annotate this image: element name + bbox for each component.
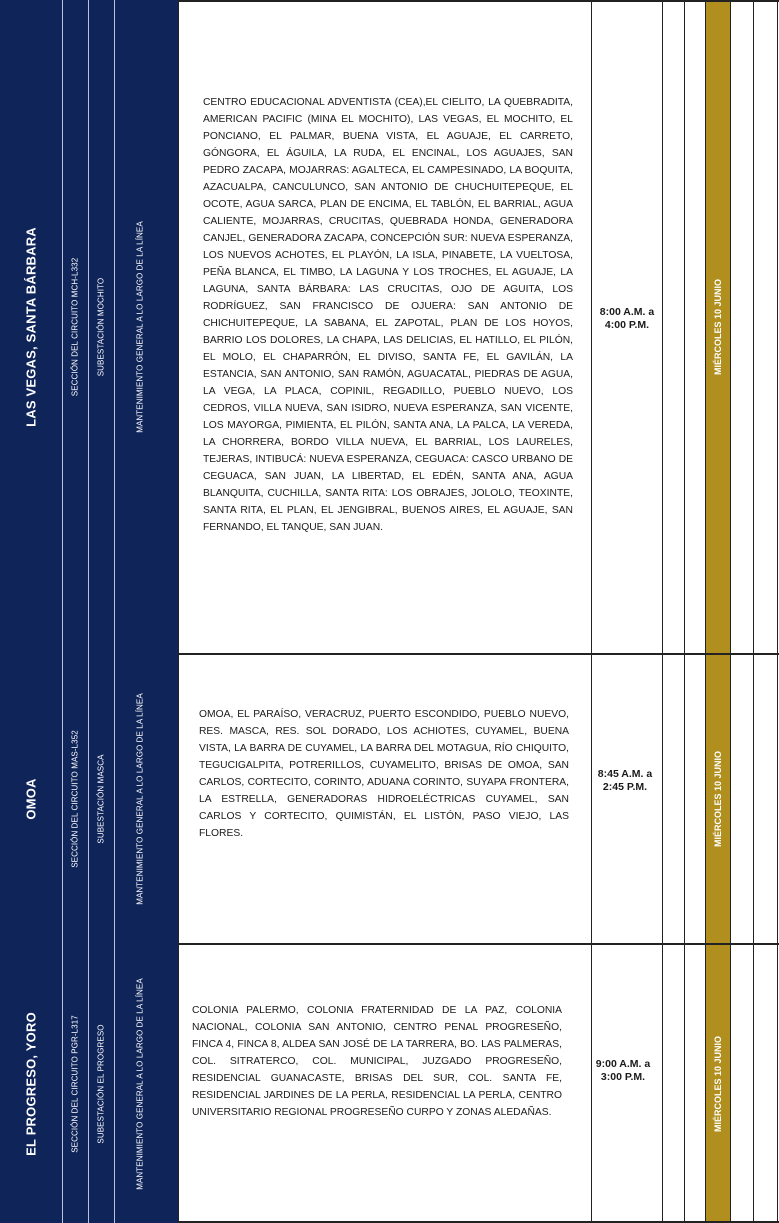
grid-line [178,0,179,1223]
location-column [0,0,62,654]
affected-areas: COLONIA PALERMO, COLONIA FRATERNIDAD DE LA PAZ, COLONIA NACIONAL, COLONIA SAN ANTONIO, CENTRO PENAL PROGRESEÑO, FINCA 4, FINCA 8, ALDEA SAN JOSÉ DE LA TARRERA, BO. LAS PALMERAS, COL. SITRATERCO, COL. MUNICIPAL, JUZGADO PROGRESEÑO, RESIDENCIAL GUANACASTE, BRISAS DEL SUR, COL. SANTA FE, RESIDENCIAL JARDINES DE LA PERLA, RESIDENCIAL LA PERLA, CENTRO UNIVERSITARIO REGIONAL PROGRESEÑO CURPO Y ZONAS ALEDAÑAS. [192,1005,562,1118]
grid-line [705,0,706,1223]
affected-areas: CENTRO EDUCACIONAL ADVENTISTA (CEA),EL CIELITO, LA QUEBRADITA, AMERICAN PACIFIC (MINA EL MOCHITO), LAS VEGAS, EL MOCHITO, EL PONCIANO, EL PALMAR, BUENA VISTA, EL AGUAJE, EL CARRETO, GÓNGORA, EL ÁGUILA, LA RUDA, EL ENCINAL, LOS AGUAJES, SAN PEDRO ZACAPA, MOJARRAS: AGALTECA, EL CAMPESINADO, LA BOQUITA, AZACUALPA, CANCULUNCO, SAN ANTONIO DE CHUCHUITEPEQUE, EL OCOTE, AGUA SARCA, PLAN DE ENCIMA, EL TABLÓN, EL BARRIAL, AGUA CALIENTE, MOJARRAS, CRUCITAS, QUEBRADA HONDA, GENERADORA CANJEL, GENERADORA ZACAPA, CONCEPCIÓN SUR: NUEVA ESPERANZA, LOS NUEVOS ACHOTES, EL PLAYÓN, LA ISLA, PINABETE, LA VUELTOSA, PEÑA BLANCA, EL TIMBO, LA LAGUNA Y LOS TROCHES, EL AGUAJE, LA LAGUNA, SANTA BÁRBARA: LAS CRUCITAS, OJO DE AGUITA, LOS RODRÍGUEZ, SAN FRANCISCO DE OJUERA: SAN ANTONIO DE CHICHUITEPEQUE, LA SABANA, EL ZAPOTAL, PLAN DE LOS HOYOS, BARRIO LOS DOLORES, LA CHAPA, LAS DELICIAS, EL HATILLO, EL PILÓN, EL MOLO, EL CHAPARRÓN, EL DIVISO, SANTA FE, EL GAVILÁN, LA ESTANCIA, SAN ANTONIO, SAN RAMÓN, AGUACATAL, PIEDRAS DE AGUA, LA VEGA, LA PLACA, COPINIL, REGADILLO, PUEBLO NUEVO, LOS CEDROS, VILLA NUEVA, SAN ISIDRO, NUEVA ESPERANZA, SAN VICENTE, LOS MAYORGA, PIMIENTA, EL PILÓN, SANTA ANA, LA PALCA, LA VEREDA, LA CHORRERA, BORDO VILLA NUEVA, EL BARRIAL, LOS LAURELES, TEJERAS, INTIBUCÁ: NUEVA ESPERANZA, CEGUACA: CASCO URBANO DE CEGUACA, SAN JUAN, LA LIBERTAD, EL EDÉN, SANTA ANA, AGUA BLANQUITA, CUCHILLA, SANTA RITA: LOS OBRAJES, JOLOLO, TEOXINTE, SANTA RITA, EL PLAN, EL JENGIBRAL, BUENOS AIRES, EL AGUAJE, SAN FERNANDO, EL TANQUE, SAN JUAN. [203,97,573,533]
location-name: OMOA [23,778,39,820]
location-name: LAS VEGAS, SANTA BÁRBARA [23,227,39,427]
work-column [114,944,166,1223]
circuit-column [62,654,88,944]
grid-line [662,0,663,1223]
outage-day: MIÉRCOLES 10 JUNIO [713,278,723,376]
outage-day: MIÉRCOLES 10 JUNIO [713,750,723,848]
substation-name: SUBESTACIÓN MASCA [96,754,106,844]
outage-time: 8:45 A.M. a 2:45 P.M. [597,768,653,793]
work-description: MANTENIMIENTO GENERAL A LO LARGO DE LA LÍNEA [135,693,145,905]
grid-line [684,0,685,1223]
substation-column [88,944,114,1223]
outage-time: 9:00 A.M. a 3:00 P.M. [595,1058,651,1083]
location-name: EL PROGRESO, YORO [23,1011,39,1156]
day-cell [706,654,730,944]
work-description: MANTENIMIENTO GENERAL A LO LARGO DE LA LÍNEA [135,977,145,1190]
day-cell [706,944,730,1223]
row-divider [178,943,779,945]
day-cell [706,0,730,654]
substation-name: SUBESTACIÓN EL PROGRESO [96,1023,106,1144]
location-cell [0,0,178,654]
work-column [114,654,166,944]
work-description: MANTENIMIENTO GENERAL A LO LARGO DE LA LÍNEA [135,221,145,433]
location-column [0,654,62,944]
outage-day: MIÉRCOLES 10 JUNIO [713,1035,723,1132]
substation-column [88,0,114,654]
location-cell [0,944,178,1223]
circuit-section: SECCIÓN DEL CIRCUITO MAS-L352 [70,730,80,868]
grid-line [777,0,778,1223]
circuit-column [62,944,88,1223]
location-column [0,944,62,1223]
circuit-column [62,0,88,654]
grid-line [753,0,754,1223]
substation-name: SUBESTACIÓN MOCHITO [96,277,106,377]
outage-time: 8:00 A.M. a 4:00 P.M. [599,306,655,331]
work-column [114,0,166,654]
row-divider [178,1221,779,1223]
grid-line [591,0,592,1223]
row-divider [178,0,779,2]
substation-column [88,654,114,944]
affected-areas: OMOA, EL PARAÍSO, VERACRUZ, PUERTO ESCONDIDO, PUEBLO NUEVO, RES. MASCA, RES. SOL DORADO, LOS ACHIOTES, CUYAMEL, BUENA VISTA, LA BARRA DE CUYAMEL, LA BARRA DEL MOTAGUA, RÍO CHIQUITO, TEGUCIGALPITA, POTRERILLOS, CUYAMELITO, BRISAS DE OMOA, SAN CARLOS, CORTECITO, CORINTO, ADUANA CORINTO, SUYAPA FRONTERA, LA ESTRELLA, GENERADORAS HIDROELÉCTRICAS CUYAMEL, SAN CARLOS Y CORTECITO, QUIMISTÁN, EL LISTÓN, PASO VIEJO, LAS FLORES. [199,709,569,839]
circuit-section: SECCIÓN DEL CIRCUITO MCH-L332 [70,257,80,397]
row-divider [178,653,779,655]
location-cell [0,654,178,944]
grid-line [730,0,731,1223]
circuit-section: SECCIÓN DEL CIRCUITO PGR-L317 [70,1014,80,1153]
